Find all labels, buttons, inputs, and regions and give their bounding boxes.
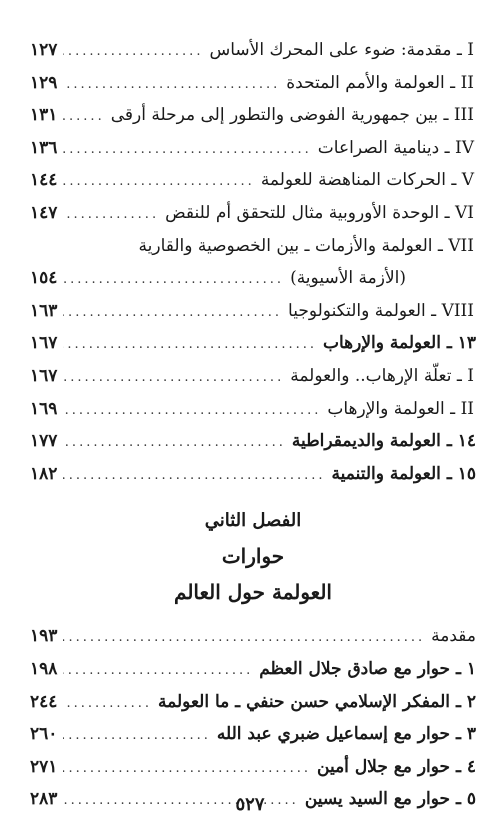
toc-entry-title: V ـ الحركات المناهضة للعولمة (260, 170, 474, 191)
toc-entry (30, 620, 476, 653)
toc-entry-page: ١٤٧ (30, 202, 58, 223)
page-number: ٥٢٧ (235, 794, 265, 815)
toc-leader-dots (63, 720, 210, 753)
toc-entry-title: IV ـ دينامية الصراعات (317, 137, 474, 158)
toc-entry-title: VII ـ العولمة والأزمات ـ بين الخصوصية والقارية (138, 235, 474, 256)
toc-entry-page: ١٣١ (30, 105, 58, 126)
section-subtitle: العولمة حول العالم (174, 580, 332, 605)
toc-entry-page: ١٣٦ (30, 137, 58, 158)
toc-entry (30, 34, 476, 67)
toc-entry-title: VIII ـ العولمة والتكنولوجيا (288, 300, 474, 321)
toc-entry-page: ٢٤٤ (30, 691, 58, 712)
toc-entry-page: ٢٦٠ (30, 724, 58, 745)
toc-entry-page: ١٤٤ (30, 170, 58, 191)
toc-leader-dots (63, 622, 425, 655)
toc-entry-continuation (30, 262, 476, 295)
toc-entry (30, 99, 476, 132)
toc-entry-page: ٢٧١ (30, 756, 58, 777)
toc-entry-page: ٢٨٣ (30, 789, 58, 810)
toc-entry-title: مقدمة (431, 626, 476, 647)
toc-entry-title: I ـ تعلّة الإرهاب.. والعولمة (290, 365, 474, 386)
toc-leader-dots (63, 395, 321, 428)
toc-leader-dots (63, 297, 282, 330)
toc-entry (30, 67, 476, 100)
toc-entry (30, 197, 476, 230)
toc-leader-dots (63, 688, 152, 721)
toc-leader-dots (63, 427, 286, 460)
toc-entry-page: ١٧٧ (30, 431, 58, 452)
toc-entry-title: III ـ بين جمهورية الفوضى والتطور إلى مرحلة أرقى (110, 105, 474, 126)
toc-entry-title: ٣ ـ حوار مع إسماعيل ضبري عبد الله (216, 724, 476, 745)
toc-entry (30, 360, 476, 393)
chapter-label: الفصل الثاني (204, 510, 302, 532)
toc-entry-page: ١٢٩ (30, 72, 58, 93)
toc-entry-title: I ـ مقدمة: ضوء على المحرك الأساس (209, 40, 474, 60)
toc-entry (30, 686, 476, 719)
toc-entry-title: ١٤ ـ العولمة والديمقراطية (291, 431, 476, 452)
toc-entry-title: ١ ـ حوار مع صادق جلال العظم (259, 658, 476, 679)
toc-leader-dots (63, 655, 253, 688)
toc-entry-page: ١٩٨ (30, 658, 58, 679)
section-heading-block (30, 504, 476, 610)
toc-entry (30, 230, 476, 263)
toc-entry-title: ٥ ـ حوار مع السيد يسين (304, 789, 476, 810)
toc-entry-page: ١٦٧ (30, 333, 58, 354)
toc-entry-page: ١٢٧ (30, 40, 58, 60)
toc-leader-dots (63, 362, 284, 395)
toc-entry-title: (الأزمة الأسيوية) (290, 268, 406, 289)
toc-entry (30, 751, 476, 784)
section-title: حوارات (221, 544, 285, 569)
toc-list-part1 (30, 34, 476, 490)
toc-entry-page: ١٦٩ (30, 398, 58, 419)
toc-entry-page: ١٦٧ (30, 365, 58, 386)
toc-entry (30, 295, 476, 328)
toc-entry (30, 393, 476, 426)
toc-entry-title: ١٥ ـ العولمة والتنمية (331, 463, 476, 484)
toc-leader-dots (63, 460, 325, 493)
toc-leader-dots (63, 36, 203, 69)
toc-entry-page: ١٦٣ (30, 300, 58, 321)
toc-chapter-entry (30, 327, 476, 360)
toc-leader-dots (63, 69, 280, 102)
toc-leader-dots (63, 329, 317, 362)
toc-entry-page: ١٨٢ (30, 463, 58, 484)
toc-leader-dots (63, 199, 159, 232)
toc-leader-dots (63, 753, 311, 786)
toc-entry (30, 653, 476, 686)
toc-entry-title: ٤ ـ حوار مع جلال أمين (317, 756, 476, 777)
toc-entry-title: II ـ العولمة والأمم المتحدة (286, 72, 474, 93)
toc-entry-title: VI ـ الوحدة الأوروبية مثال للتحقق أم للنقض (165, 202, 474, 223)
toc-leader-dots (63, 166, 254, 199)
toc-list-part2 (30, 620, 476, 816)
toc-entry (30, 164, 476, 197)
toc-chapter-entry (30, 425, 476, 458)
toc-entry (30, 718, 476, 751)
toc-entry-title: ٢ ـ المفكر الإسلامي حسن حنفي ـ ما العولمة (158, 691, 476, 712)
toc-entry-page: ١٩٣ (30, 626, 58, 647)
toc-chapter-entry (30, 458, 476, 491)
toc-entry (30, 132, 476, 165)
toc-leader-dots (63, 264, 284, 297)
toc-leader-dots (63, 134, 311, 167)
toc-entry-title: ١٣ ـ العولمة والإرهاب (323, 333, 476, 354)
toc-leader-dots (63, 101, 104, 134)
toc-entry-page: ١٥٤ (30, 268, 58, 289)
toc-entry-title: II ـ العولمة والإرهاب (327, 398, 474, 419)
